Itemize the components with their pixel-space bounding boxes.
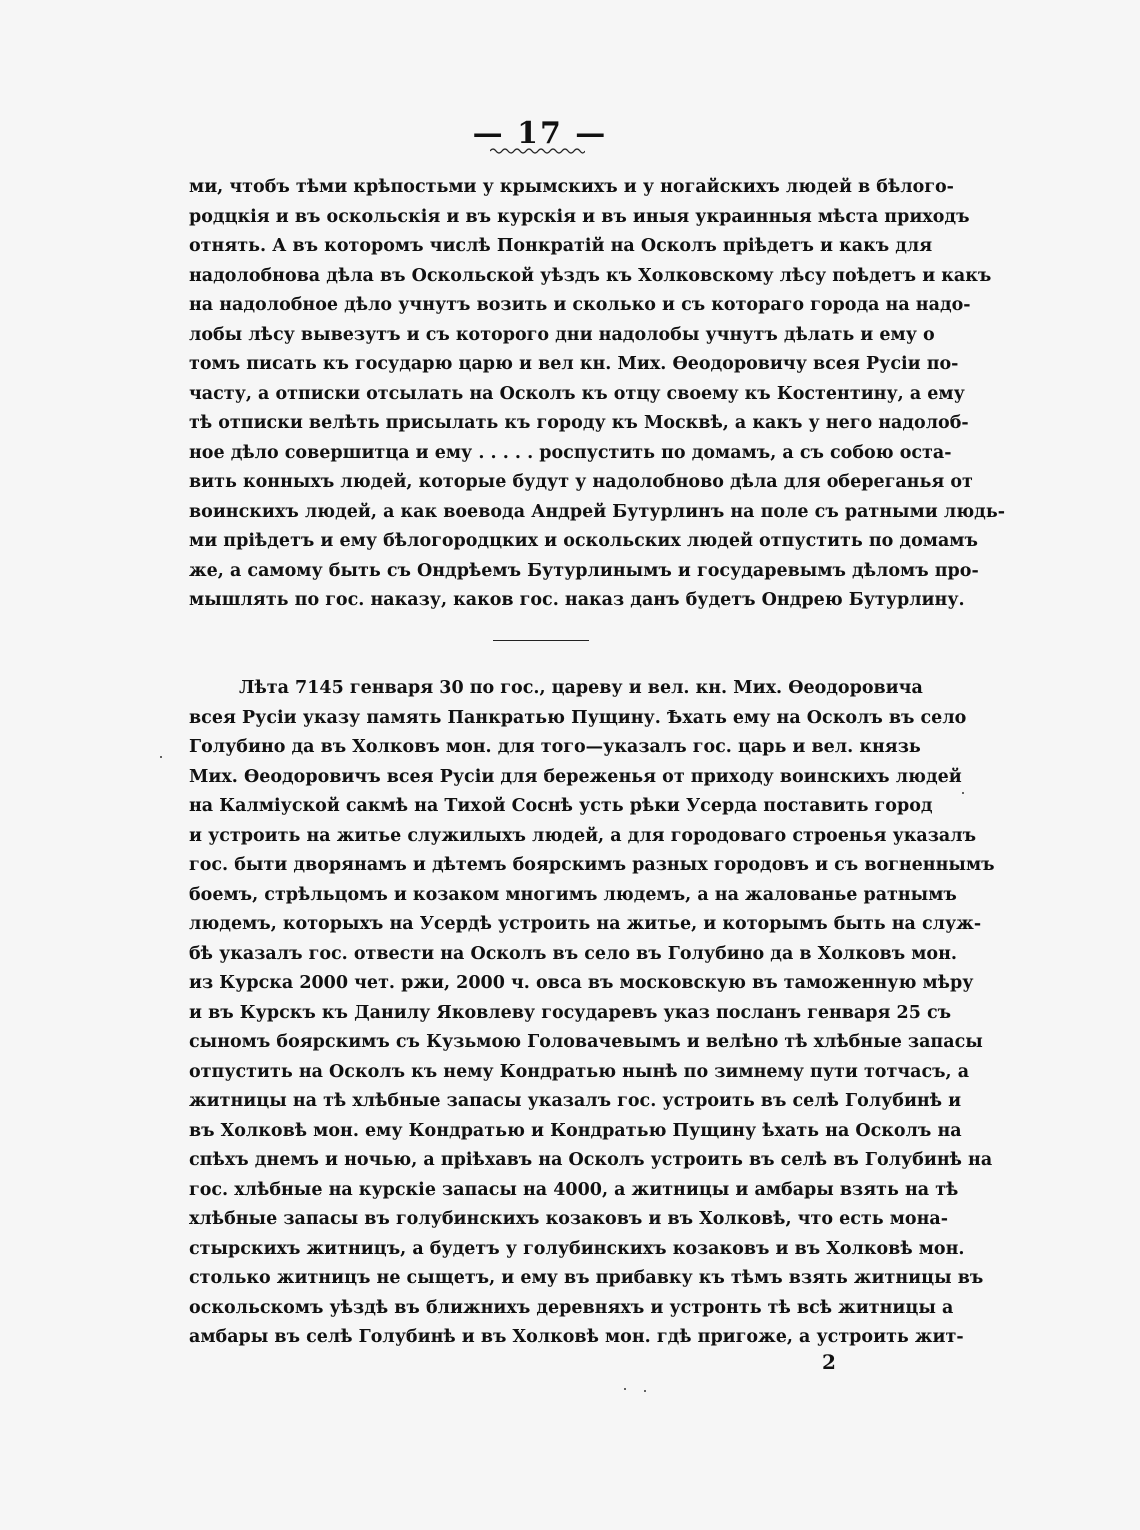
text-line: спѣхъ днемъ и ночью, а пріѣхавъ на Осколъ устроить въ селѣ въ Голубинѣ на — [189, 1150, 993, 1170]
section-divider — [493, 640, 589, 641]
page-number: — 17 — — [472, 116, 608, 151]
text-line: томъ писать къ государю царю и вел кн. Мих. Ѳеодоровичу всея Русіи по- — [189, 354, 959, 374]
text-line: стырскихъ житницъ, а будетъ у голубинскихъ козаковъ и въ Холковѣ мон. — [189, 1238, 965, 1259]
text-line: Мих. Ѳеодоровичъ всея Русіи для береженья от приходу воинскихъ людей — [189, 766, 962, 787]
text-line: ми, чтобъ тѣми крѣпостьми у крымскихъ и у ногайскихъ людей в бѣлого- — [189, 177, 954, 197]
signature-mark: 2 — [822, 1350, 836, 1374]
text-line: амбары въ селѣ Голубинѣ и въ Холковѣ мон. гдѣ пригоже, а устроить жит- — [189, 1327, 964, 1347]
text-line: людемъ, которыхъ на Усердѣ устроить на житье, и которымъ быть на служ- — [189, 914, 982, 934]
text-line: житницы на тѣ хлѣбные запасы указалъ гос. устроить въ селѣ Голубинѣ и — [189, 1091, 962, 1111]
text-line: хлѣбные запасы въ голубинскихъ козаковъ и въ Холковѣ, что есть мона- — [189, 1209, 948, 1229]
text-line: вить конныхъ людей, которые будут у надолобново дѣла для обереганья от — [189, 472, 973, 492]
text-line: Лѣта 7145 генваря 30 по гос., цареву и вел. кн. Мих. Ѳеодоровича — [239, 678, 923, 698]
text-line: на Калміуской сакмѣ на Тихой Соснѣ усть рѣки Усерда поставить город — [189, 796, 933, 816]
text-line: воинскихъ людей, а как воевода Андрей Бутурлинъ на поле съ ратными людь- — [189, 501, 1005, 522]
text-line: и устроить на житье служилыхъ людей, а для городоваго строенья указалъ — [189, 825, 977, 846]
text-line: отнять. А въ которомъ числѣ Понкратій на Осколъ пріѣдетъ и какъ для — [189, 236, 933, 256]
text-line: родцкія и въ оскольскія и въ курскія и въ иныя украинныя мѣста приходъ — [189, 206, 970, 227]
text-line: на надолобное дѣло учнутъ возить и сколько и съ котораго города на надо- — [189, 295, 971, 315]
text-line: всея Русіи указу память Панкратью Пущину. Ѣхать ему на Осколъ въ село — [189, 707, 967, 728]
text-line: сыномъ боярскимъ съ Кузьмою Головачевымъ и велѣно тѣ хлѣбные запасы — [189, 1032, 983, 1052]
text-block-2 — [189, 674, 995, 1353]
text-line: надолобнова дѣла въ Оскольской уѣздъ къ Холковскому лѣсу поѣдетъ и какъ — [189, 265, 992, 286]
speck — [962, 792, 964, 794]
text-line: отпустить на Осколъ къ нему Кондратью нынѣ по зимнему пути тотчасъ, а — [189, 1061, 970, 1082]
speck — [644, 1390, 646, 1392]
text-line: ное дѣло совершитца и ему . . . . . роспустить по домамъ, а съ собою оста- — [189, 442, 952, 463]
text-line: боемъ, стрѣльцомъ и козаком многимъ людемъ, а на жалованье ратнымъ — [189, 884, 957, 905]
speck — [624, 1388, 626, 1390]
text-line: же, а самому быть съ Ондрѣемъ Бутурлинымъ и государевымъ дѣломъ про- — [189, 560, 979, 581]
text-line: Голубино да въ Холковъ мон. для того—указалъ гос. царь и вел. князь — [189, 737, 921, 757]
text-line: лобы лѣсу вывезутъ и съ которого дни надолобы учнутъ дѣлать и ему о — [189, 324, 935, 345]
text-line: тѣ отписки велѣть присылать къ городу къ Москвѣ, а какъ у него надолоб- — [189, 413, 969, 433]
text-line: оскольскомъ уѣздѣ въ ближнихъ деревняхъ и устронть тѣ всѣ житницы а — [189, 1297, 954, 1318]
speck — [160, 756, 162, 758]
text-line: бѣ указалъ гос. отвести на Осколъ въ село въ Голубино да в Холковъ мон. — [189, 943, 958, 964]
text-line: и въ Курскъ къ Данилу Яковлеву государевъ указ посланъ генваря 25 съ — [189, 1002, 952, 1023]
text-block-1 — [189, 173, 1005, 616]
page-number-ornament — [490, 146, 585, 156]
text-line: из Курска 2000 чет. ржи, 2000 ч. овса въ московскую въ таможенную мѣру — [189, 973, 974, 993]
text-line: мышлять по гос. наказу, каков гос. наказ данъ будетъ Ондрею Бутурлину. — [189, 590, 965, 610]
text-line: въ Холковѣ мон. ему Кондратью и Кондратью Пущину ѣхать на Осколъ на — [189, 1120, 962, 1141]
text-line: часту, а отписки отсылать на Осколъ къ отцу своему къ Костентину, а ему — [189, 383, 965, 404]
text-line: гос. быти дворянамъ и дѣтемъ боярскимъ разных городовъ и съ вогненнымъ — [189, 855, 995, 875]
text-line: ми пріѣдетъ и ему бѣлогородцких и оскольских людей отпустить по домамъ — [189, 531, 978, 551]
text-line: столько житницъ не сыщетъ, и ему въ прибавку къ тѣмъ взять житницы въ — [189, 1268, 984, 1288]
text-line: гос. хлѣбные на курскіе запасы на 4000, а житницы и амбары взять на тѣ — [189, 1179, 959, 1200]
